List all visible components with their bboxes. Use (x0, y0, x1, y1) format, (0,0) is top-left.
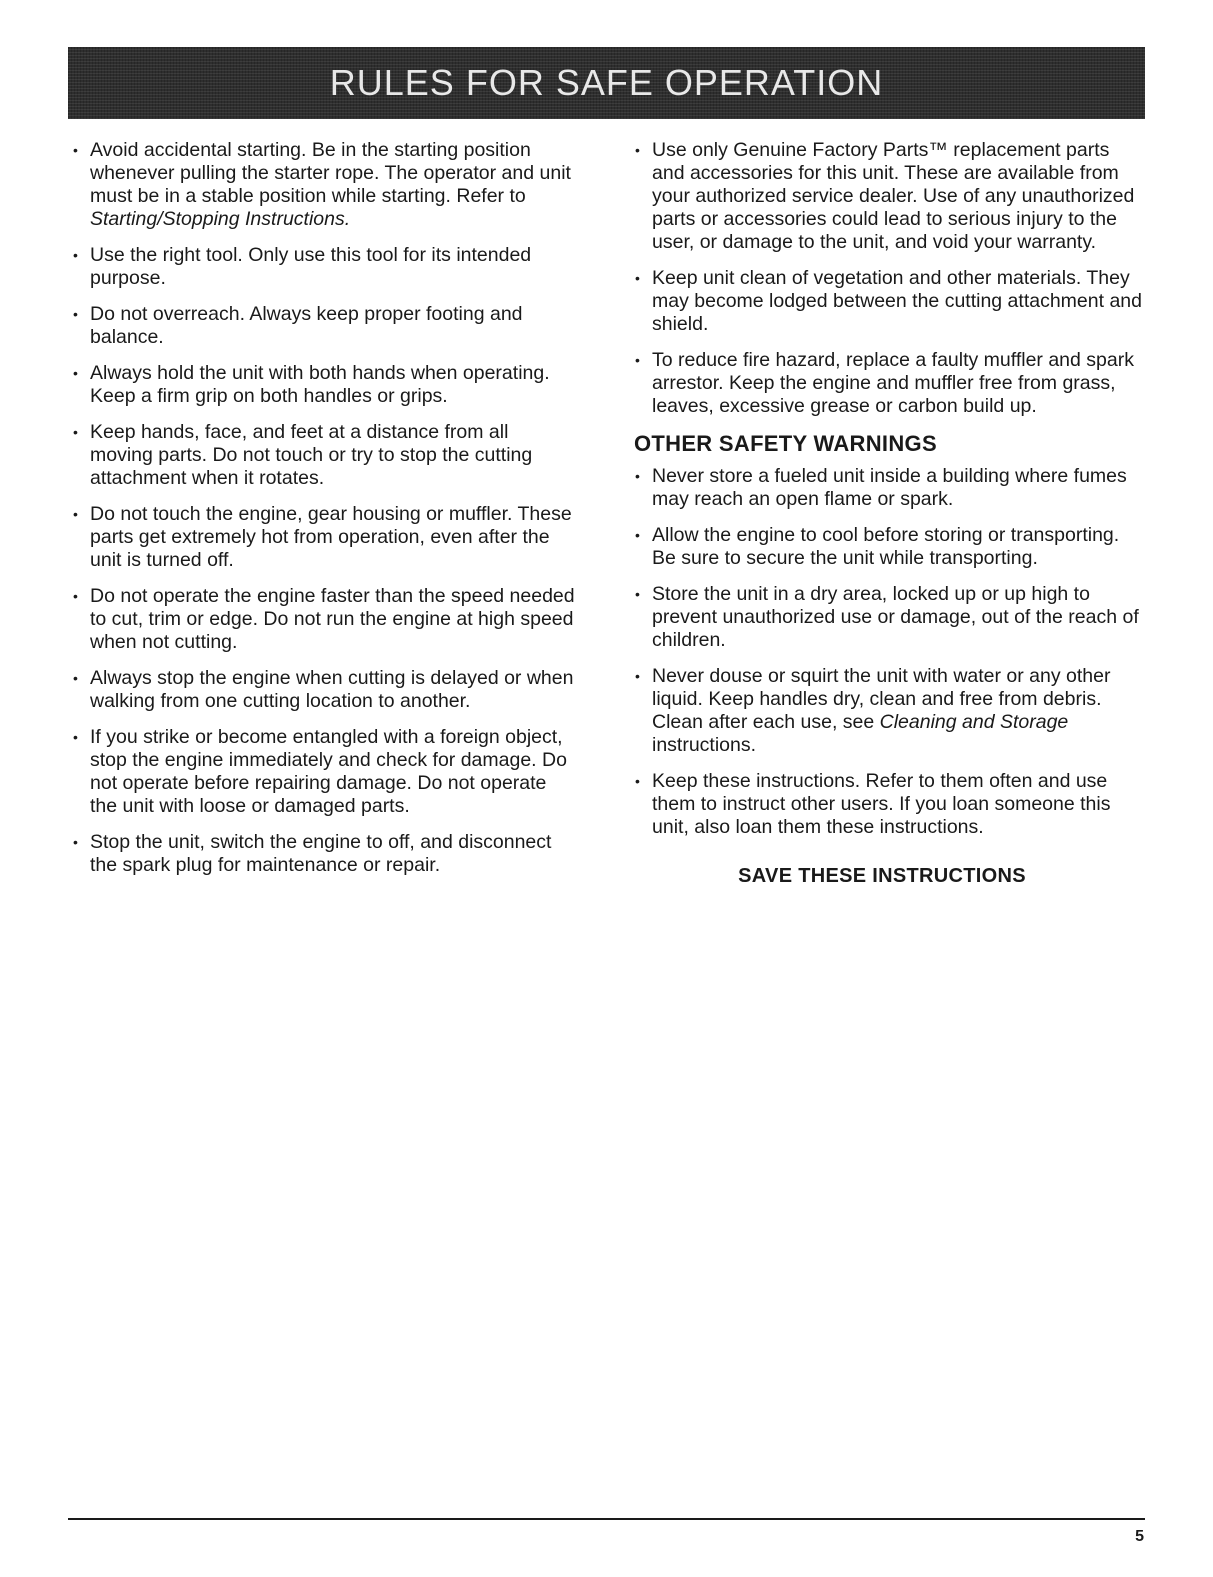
banner-title: RULES FOR SAFE OPERATION (329, 62, 884, 103)
list-item: • To reduce fire hazard, replace a faulty muffler and spark arrestor. Keep the engine and muffler free from grass, leaves, excessive grease or carbon build up. (632, 349, 1144, 418)
list-item: • Store the unit in a dry area, locked up or up high to prevent unauthorized use or damage, out of the reach of children. (632, 583, 1144, 652)
list-item: • Keep hands, face, and feet at a distance from all moving parts. Do not touch or try to stop the cutting attachment when it rotates. (70, 421, 575, 490)
list-item: • Stop the unit, switch the engine to off, and disconnect the spark plug for maintenance or repair. (70, 831, 575, 877)
list-item: • Allow the engine to cool before storing or transporting. Be sure to secure the unit while transporting. (632, 524, 1144, 570)
list-item: • Keep these instructions. Refer to them often and use them to instruct other users. If you loan someone this unit, also loan them these instructions. (632, 770, 1144, 839)
list-item: • Do not overreach. Always keep proper footing and balance. (70, 303, 575, 349)
list-item: • Use the right tool. Only use this tool for its intended purpose. (70, 244, 575, 290)
right-bullet-list (632, 139, 1144, 418)
save-instructions-line: SAVE THESE INSTRUCTIONS (738, 865, 1026, 887)
footer-rule (68, 1518, 1145, 1520)
right-column (632, 139, 1144, 888)
list-item: • Never douse or squirt the unit with water or any other liquid. Keep handles dry, clean and free from debris. Clean after each use, see Cleaning and Storage instructions. (632, 665, 1144, 757)
list-item: • Do not operate the engine faster than the speed needed to cut, trim or edge. Do not run the engine at high speed when not cutting. (70, 585, 575, 654)
list-item: • Avoid accidental starting. Be in the starting position whenever pulling the starter rope. The operator and unit must be in a stable position while starting. Refer to Starting/Stopping Instructions. (70, 139, 575, 231)
left-column (70, 139, 575, 890)
list-item: • Do not touch the engine, gear housing or muffler. These parts get extremely hot from operation, even after the unit is turned off. (70, 503, 575, 572)
page-number: 5 (1135, 1528, 1144, 1545)
other-safety-heading: OTHER SAFETY WARNINGS (634, 431, 937, 456)
list-item: • Use only Genuine Factory Parts™ replacement parts and accessories for this unit. These are available from your authorized service dealer. Use of any unauthorized parts or accessories could lead to serious injury to the user, or damage to the unit, and void your warranty. (632, 139, 1144, 254)
list-item: • Always stop the engine when cutting is delayed or when walking from one cutting location to another. (70, 667, 575, 713)
list-item: • If you strike or become entangled with a foreign object, stop the engine immediately and check for damage. Do not operate before repairing damage. Do not operate the unit with loose or damaged parts. (70, 726, 575, 818)
list-item: • Always hold the unit with both hands when operating. Keep a firm grip on both handles or grips. (70, 362, 575, 408)
list-item: • Never store a fueled unit inside a building where fumes may reach an open flame or spark. (632, 465, 1144, 511)
other-safety-list (632, 465, 1144, 839)
left-bullet-list (70, 139, 575, 877)
list-item: • Keep unit clean of vegetation and other materials. They may become lodged between the cutting attachment and shield. (632, 267, 1144, 336)
section-banner (68, 47, 1145, 119)
